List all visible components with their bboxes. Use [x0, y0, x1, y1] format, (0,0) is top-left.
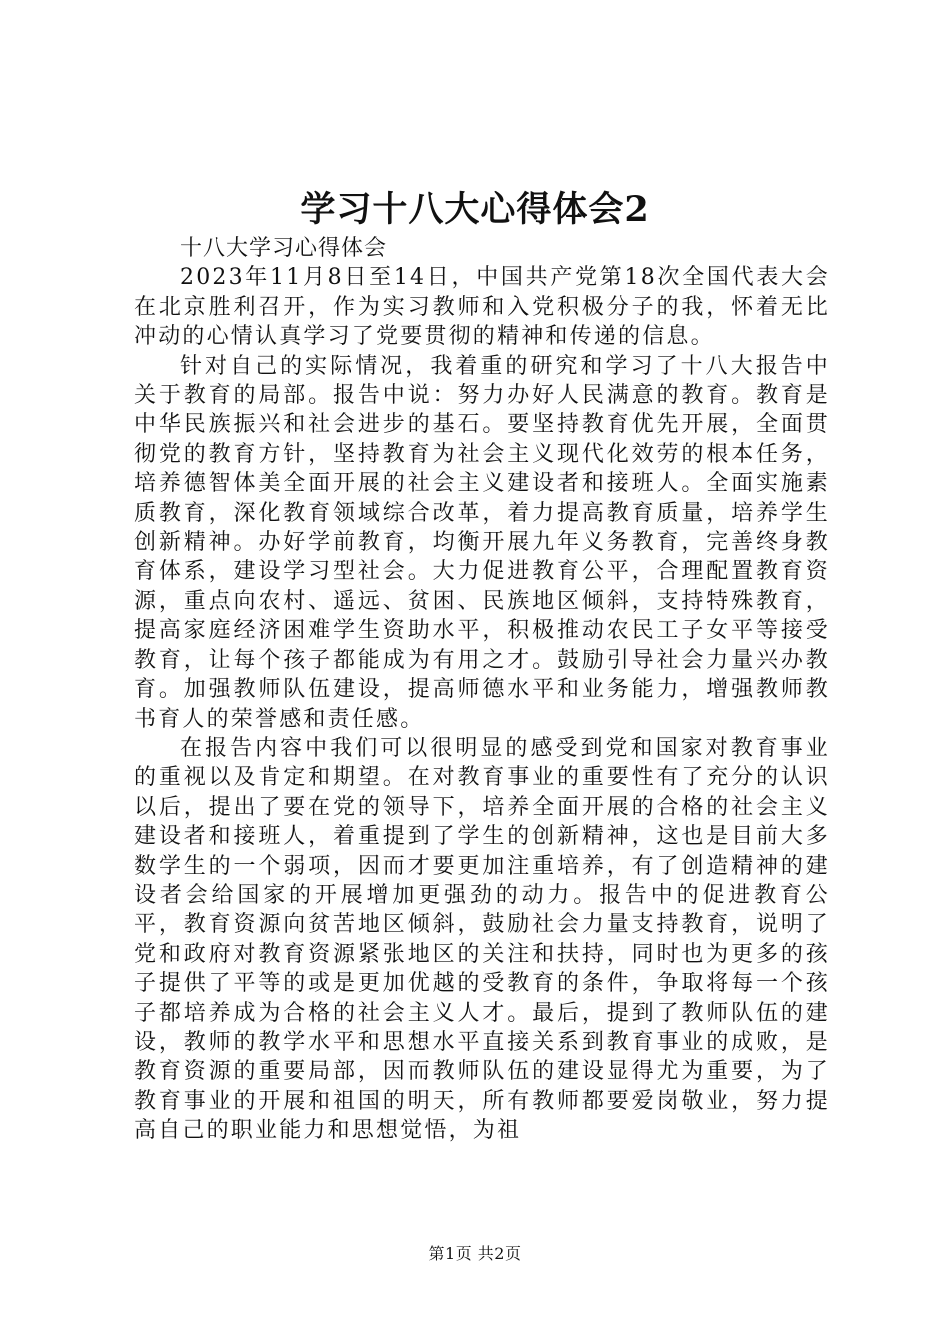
document-body: [134, 234, 830, 1146]
paragraph-2: 针对自己的实际情况，我着重的研究和学习了十八大报告中关于教育的局部。报告中说：努力办好人民满意的教育。教育是中华民族振兴和社会进步的基石。要坚持教育优先开展，全面贯彻党的教育方针，坚持教育为社会主义现代化效劳的根本任务，培养德智体美全面开展的社会主义建设者和接班人。全面实施素质教育，深化教育领域综合改革，着力提高教育质量，培养学生创新精神。办好学前教育，均衡开展九年义务教育，完善终身教育体系，建设学习型社会。大力促进教育公平，合理配置教育资源，重点向农村、遥远、贫困、民族地区倾斜，支持特殊教育，提高家庭经济困难学生资助水平，积极推动农民工子女平等接受教育，让每个孩子都能成为有用之才。鼓励引导社会力量兴办教育。加强教师队伍建设，提高师德水平和业务能力，增强教师教书育人的荣誉感和责任感。: [134, 353, 830, 732]
paragraph-3: 在报告内容中我们可以很明显的感受到党和国家对教育事业的重视以及肯定和期望。在对教育事业的重要性有了充分的认识以后，提出了要在党的领导下，培养全面开展的合格的社会主义建设者和接班人，着重提到了学生的创新精神，这也是目前大多数学生的一个弱项，因而才要更加注重培养，有了创造精神的建设者会给国家的开展增加更强劲的动力。报告中的促进教育公平，教育资源向贫苦地区倾斜，鼓励社会力量支持教育，说明了党和政府对教育资源紧张地区的关注和扶持，同时也为更多的孩子提供了平等的或是更加优越的受教育的条件，争取将每一个孩子都培养成为合格的社会主义人才。最后，提到了教师队伍的建设，教师的教学水平和思想水平直接关系到教育事业的成败，是教育资源的重要局部，因而教师队伍的建设显得尤为重要，为了教育事业的开展和祖国的明天，所有教师都要爱岗敬业，努力提高自己的职业能力和思想觉悟，为祖: [134, 735, 830, 1144]
page-footer: 第1页 共2页: [428, 1244, 522, 1263]
document-title: 学习十八大心得体会2: [300, 189, 650, 230]
paragraph-1: 2023年11月8日至14日，中国共产党第18次全国代表大会在北京胜利召开，作为实习教师和入党积极分子的我，怀着无比冲动的心情认真学习了党要贯彻的精神和传递的信息。: [134, 265, 830, 350]
document-subtitle: 十八大学习心得体会: [180, 236, 388, 261]
